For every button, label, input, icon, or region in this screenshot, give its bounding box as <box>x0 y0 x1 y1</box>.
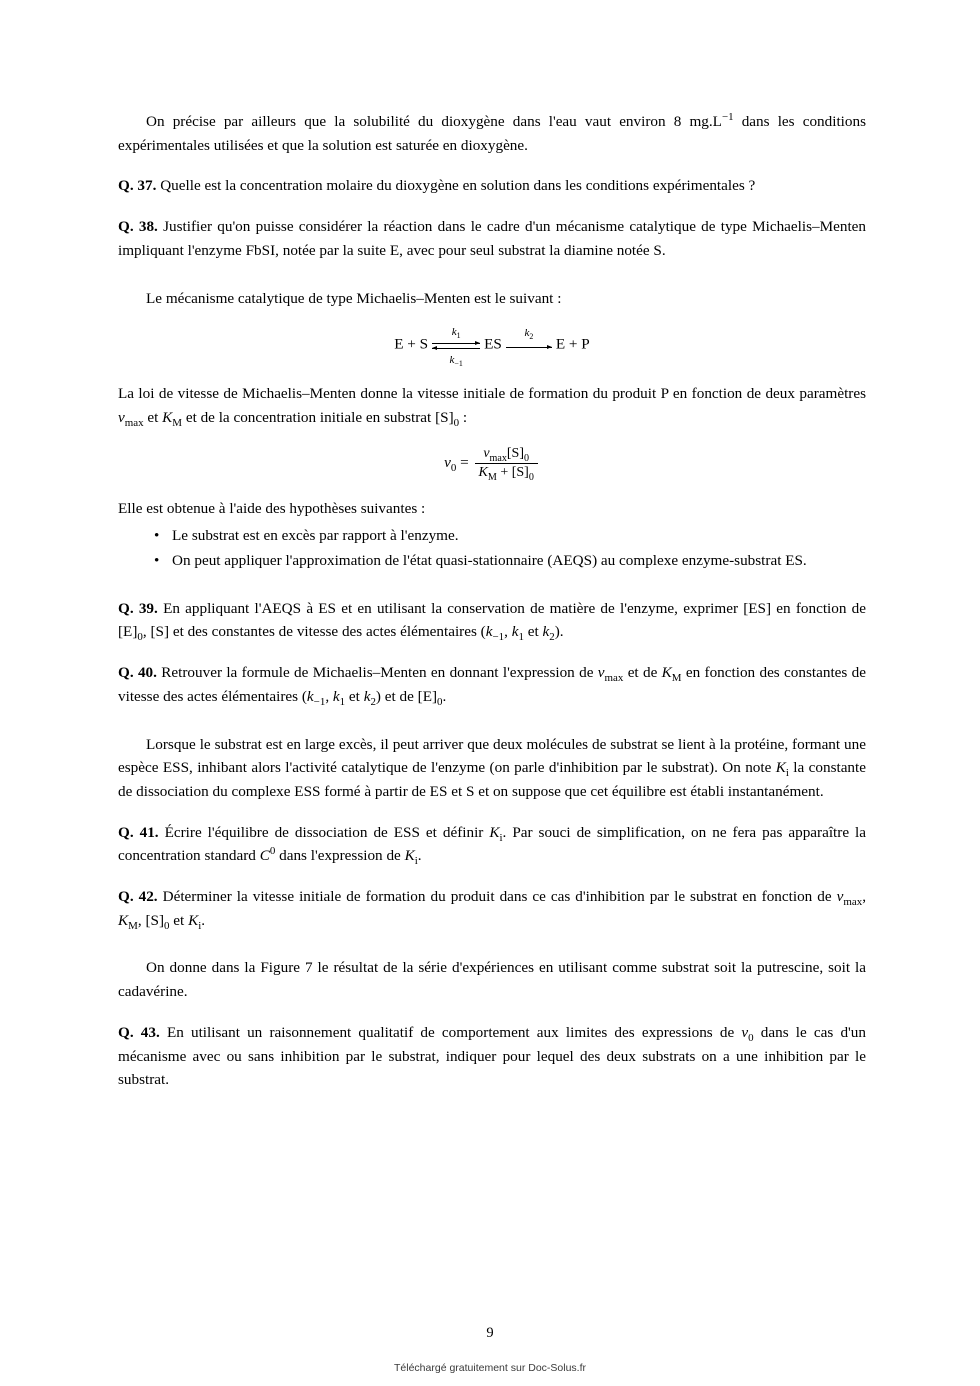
q42-text-4: et <box>169 911 189 929</box>
q39-text-4: et <box>523 623 543 641</box>
law-text-4: : <box>459 408 468 426</box>
q38-text: Justifier qu'on puisse considérer la réaction dans le cadre d'un mécanisme catalytique de type Michaelis–Menten impliquant l'enzyme FbSI, notée par la suite E, avec pour seul substrat la diamine notée S. <box>118 218 867 259</box>
k1-subscript: 1 <box>456 331 461 341</box>
q39-k2-subscript: 2 <box>549 631 555 644</box>
q41-text-1: Écrire l'équilibre de dissociation de ESS et définir <box>164 823 490 841</box>
q40-text-2: et de <box>623 664 662 682</box>
k2-subscript: 2 <box>529 332 534 342</box>
list-item: • On peut appliquer l'approximation de l'état quasi-stationnaire (AEQS) au complexe enzyme-substrat ES. <box>172 549 866 573</box>
mechanism-middle: ES <box>484 335 502 353</box>
q40-text-4: , <box>325 687 333 705</box>
q39-text-3: , <box>504 623 512 641</box>
law-text-1: La loi de vitesse de Michaelis–Menten donne la vitesse initiale de formation du produit P en fonction de deux paramètres <box>118 385 866 403</box>
km1-subscript: −1 <box>454 359 463 369</box>
km1-symbol: k <box>449 354 455 367</box>
q41-label: Q. 41. <box>118 823 159 841</box>
q41-c-superscript: 0 <box>269 845 276 858</box>
question-43 <box>118 1021 866 1092</box>
q41-ki-symbol: K <box>489 823 500 841</box>
q40-text-5: et <box>345 687 364 705</box>
den-plus-s0: + [S] <box>496 464 529 480</box>
vmax-symbol: v <box>118 408 125 426</box>
intro-superscript: −1 <box>721 110 734 123</box>
law-text-2: et <box>143 408 163 426</box>
q37-label: Q. 37. <box>118 177 157 195</box>
den-km-symbol: K <box>478 464 488 480</box>
hypotheses-list <box>118 524 866 572</box>
q39-label: Q. 39. <box>118 599 158 617</box>
q41-text-4: . <box>417 847 422 865</box>
q40-text-3: en fonction des constantes de vitesse des actes élémentaires ( <box>118 664 866 705</box>
footer-text: Téléchargé gratuitement sur Doc-Solus.fr <box>394 1362 586 1374</box>
question-39 <box>118 597 866 644</box>
list-item: • Le substrat est en excès par rapport à l'enzyme. <box>172 524 866 548</box>
q40-km-subscript: M <box>671 672 682 685</box>
q43-v0-subscript: 0 <box>748 1031 754 1044</box>
v0-subscript: 0 <box>450 461 457 474</box>
q40-k2-subscript: 2 <box>370 695 376 708</box>
q42-vmax-symbol: v <box>836 888 844 906</box>
mechanism-intro-text: Le mécanisme catalytique de type Michaelis–Menten est le suivant : <box>146 289 562 307</box>
km-subscript: M <box>172 416 183 429</box>
inhibition-paragraph <box>118 733 866 804</box>
q40-vmax-subscript: max <box>604 672 624 685</box>
question-38 <box>118 215 866 262</box>
q39-text-5: ). <box>554 623 564 641</box>
q40-k1-symbol: k <box>332 687 340 705</box>
num-s0: [S] <box>506 445 525 461</box>
q39-km1-symbol: k <box>485 623 493 641</box>
page-content <box>118 110 866 1092</box>
intro-text-end: dans les conditions expérimentales utilisées et que la solution est saturée en dioxygène. <box>118 113 866 154</box>
q40-e0-subscript: 0 <box>437 695 443 708</box>
num-vmax-symbol: v <box>483 445 490 461</box>
q42-label: Q. 42. <box>118 888 158 906</box>
law-paragraph <box>118 382 866 429</box>
mechanism-intro <box>118 287 866 311</box>
fraction <box>475 446 538 481</box>
q39-text-2: , [S] et des constantes de vitesse des actes élémentaires ( <box>142 623 486 641</box>
fraction-numerator <box>475 446 538 464</box>
km-symbol: K <box>162 408 173 426</box>
q39-k1-subscript: 1 <box>518 631 524 644</box>
q37-text: Quelle est la concentration molaire du dioxygène en solution dans les conditions expérimentales ? <box>160 177 756 195</box>
q41-c-symbol: C <box>259 847 270 865</box>
q41-text-2: . Par souci de simplification, on ne fera pas apparaître la concentration standard <box>118 823 867 865</box>
intro-text-start: On précise par ailleurs que la solubilité du dioxygène dans l'eau vaut environ 8 mg.L <box>146 113 722 130</box>
q39-k2-symbol: k <box>542 623 550 641</box>
q40-km1-symbol: k <box>306 687 314 705</box>
s0-subscript: 0 <box>453 416 460 429</box>
inhib-text-1: Lorsque le substrat est en large excès, il peut arriver que deux molécules de substrat se lient à la protéine, formant une espèce ESS, inhibant alors l'activité catalytique de l'enzyme (on parle d'inhibition par le substrat). On note <box>118 735 866 777</box>
q43-label: Q. 43. <box>118 1023 160 1041</box>
q40-label: Q. 40. <box>118 664 157 682</box>
inhib-text-2: la constante de dissociation du complexe ESS formé à partir de ES et S et on suppose que cet équilibre est établi instantanément. <box>118 759 866 800</box>
mechanism-right: E + P <box>555 335 590 353</box>
q42-km-subscript: M <box>128 919 138 932</box>
vmax-subscript: max <box>124 416 144 429</box>
q42-ki-symbol: K <box>188 911 199 929</box>
question-37 <box>118 174 866 198</box>
fraction-denominator <box>475 464 538 481</box>
q41-text-3: dans l'expression de <box>275 847 405 865</box>
q40-text-6: ) et de [E] <box>375 687 438 705</box>
q40-vmax-symbol: v <box>597 664 605 682</box>
k1-symbol: k <box>451 326 457 339</box>
q40-k1-subscript: 1 <box>339 695 346 708</box>
q43-text-1: En utilisant un raisonnement qualitatif de comportement aux limites des expressions de <box>166 1023 742 1041</box>
law-text-3: et de la concentration initiale en substrat [S] <box>182 408 454 426</box>
den-km-subscript: M <box>487 471 497 483</box>
q43-v0-symbol: v <box>741 1023 749 1041</box>
q40-text-7: . <box>442 687 447 705</box>
q42-text-2: , <box>862 888 866 906</box>
num-vmax-subscript: max <box>489 452 507 464</box>
q43-text-2: dans le cas d'un mécanisme avec ou sans inhibition par le substrat, indiquer pour lequel des deux substrats on a une inhibition par le substrat. <box>118 1023 866 1089</box>
reversible-arrows-icon <box>432 326 480 369</box>
q41-ki-subscript: i <box>499 831 503 844</box>
q41-ki2-subscript: i <box>414 855 418 868</box>
forward-arrow-icon <box>506 327 552 355</box>
hypotheses-intro-text: Elle est obtenue à l'aide des hypothèses suivantes : <box>118 499 426 517</box>
ki-symbol: K <box>775 759 786 777</box>
intro-paragraph <box>118 110 866 157</box>
num-s0-subscript: 0 <box>524 452 530 464</box>
q39-e0-subscript: 0 <box>137 631 143 644</box>
question-42 <box>118 885 866 932</box>
q42-text-5: . <box>201 911 206 929</box>
page-number: 9 <box>486 1325 494 1341</box>
equals-sign: = <box>460 453 469 471</box>
q42-ki-subscript: i <box>198 919 202 932</box>
question-41 <box>118 821 866 868</box>
q39-text-1: En appliquant l'AEQS à ES et en utilisant la conservation de matière de l'enzyme, exprimer [ES] en fonction de [E] <box>118 599 867 641</box>
den-s0-subscript: 0 <box>528 471 534 483</box>
mechanism-equation <box>118 326 866 369</box>
michaelis-menten-equation <box>118 446 866 481</box>
ki-subscript: i <box>785 767 789 780</box>
q39-k1-symbol: k <box>511 623 519 641</box>
q42-km-symbol: K <box>118 911 129 929</box>
q42-s0-subscript: 0 <box>164 919 170 932</box>
figure-reference-paragraph <box>118 956 866 1003</box>
q42-vmax-subscript: max <box>843 896 863 909</box>
q42-text-3: , [S] <box>137 911 165 929</box>
mechanism-left: E + S <box>394 335 429 353</box>
q38-label: Q. 38. <box>118 218 158 236</box>
q40-km1-subscript: −1 <box>313 695 326 708</box>
q39-km1-subscript: −1 <box>492 631 505 644</box>
q40-text-1: Retrouver la formule de Michaelis–Menten en donnant l'expression de <box>161 664 598 682</box>
figure-text: On donne dans la Figure 7 le résultat de la série d'expériences en utilisant comme substrat soit la putrescine, soit la cadavérine. <box>118 959 866 1001</box>
k2-symbol: k <box>524 327 530 340</box>
q40-km-symbol: K <box>661 664 672 682</box>
question-40 <box>118 661 866 708</box>
q42-text-1: Déterminer la vitesse initiale de formation du produit dans ce cas d'inhibition par le substrat en fonction de <box>162 888 837 906</box>
v0-symbol: v <box>444 453 451 471</box>
q40-k2-symbol: k <box>363 687 371 705</box>
q41-ki2-symbol: K <box>404 847 415 865</box>
hypotheses-intro <box>118 497 866 521</box>
